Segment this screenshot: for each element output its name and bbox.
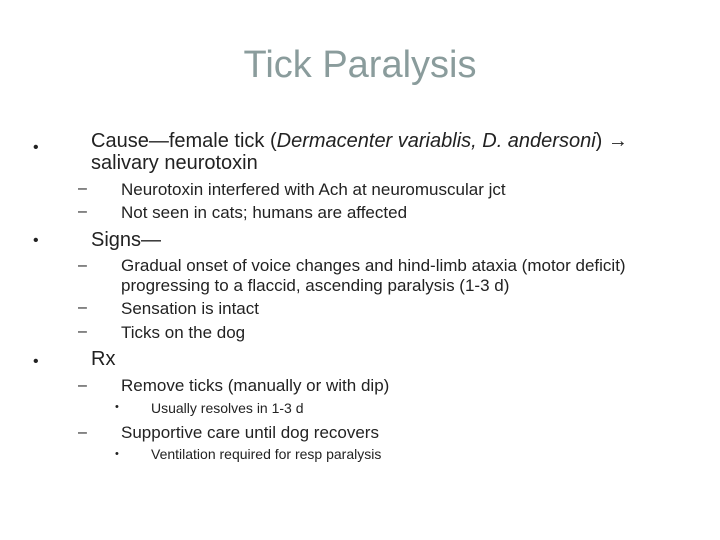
bullet-rx: Rx xyxy=(91,348,116,370)
sub-bullet-marker: – xyxy=(78,180,87,197)
cause-suffix: ) → xyxy=(595,130,628,152)
bullet-marker: • xyxy=(33,232,39,249)
bullet-cause-line-2: salivary neurotoxin xyxy=(91,152,258,174)
sub-bullet-marker: – xyxy=(78,257,87,274)
sub-sub-bullet-text: Ventilation required for resp paralysis xyxy=(151,446,382,462)
sub-sub-bullet-text: Usually resolves in 1-3 d xyxy=(151,400,304,416)
sub-bullet-text: Remove ticks (manually or with dip) xyxy=(121,376,390,395)
sub-bullet-marker: – xyxy=(78,323,87,340)
sub-bullet-marker: – xyxy=(78,377,87,394)
sub-bullet-text: progressing to a flaccid, ascending paralysis (1-3 d) xyxy=(121,276,510,295)
cause-prefix: Cause—female tick ( xyxy=(91,130,277,152)
bullet-cause-line-1 xyxy=(91,130,628,153)
sub-bullet-marker: – xyxy=(78,299,87,316)
sub-bullet-text: Supportive care until dog recovers xyxy=(121,423,379,442)
sub-bullet-text: Neurotoxin interfered with Ach at neuromuscular jct xyxy=(121,180,506,199)
sub-bullet-marker: – xyxy=(78,424,87,441)
sub-bullet-text: Gradual onset of voice changes and hind-limb ataxia (motor deficit) xyxy=(121,256,626,275)
bullet-marker: • xyxy=(33,353,39,370)
sub-bullet-text: Ticks on the dog xyxy=(121,323,246,342)
sub-bullet-text: Not seen in cats; humans are affected xyxy=(121,203,408,222)
sub-bullet-text: Sensation is intact xyxy=(121,299,259,318)
sub-sub-bullet-marker: • xyxy=(115,448,119,460)
bullet-marker: • xyxy=(33,139,39,156)
tick-species: Dermacenter variablis, D. andersoni xyxy=(276,130,596,152)
bullet-signs: Signs— xyxy=(91,229,162,251)
sub-bullet-marker: – xyxy=(78,203,87,220)
slide-title: Tick Paralysis xyxy=(243,44,477,86)
sub-sub-bullet-marker: • xyxy=(115,401,119,413)
